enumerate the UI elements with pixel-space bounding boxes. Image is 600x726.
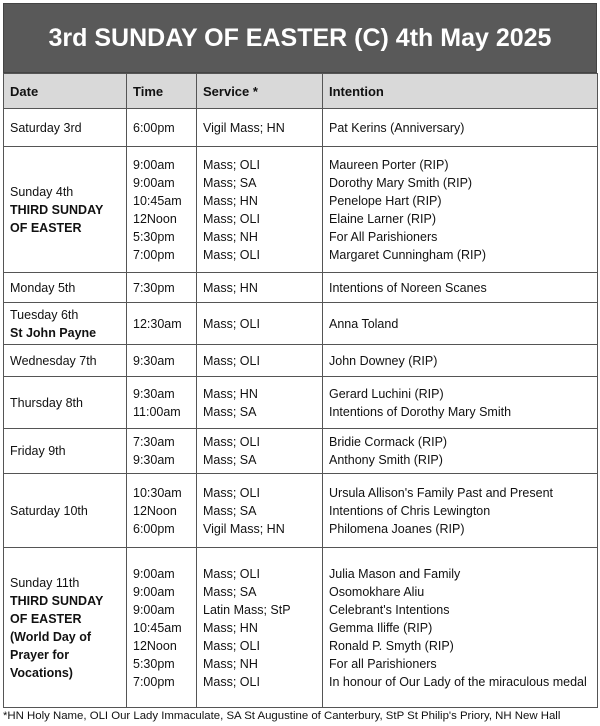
services-line: Mass; OLI bbox=[203, 211, 260, 226]
date-bold-line: St John Payne bbox=[10, 325, 97, 340]
intentions-line: For all Parishioners bbox=[329, 656, 437, 671]
header-row bbox=[4, 74, 598, 109]
date-bold-line: Prayer for bbox=[10, 647, 70, 662]
services-line: Mass; OLI bbox=[203, 353, 260, 368]
intentions-line: Ursula Allison's Family Past and Present bbox=[329, 485, 554, 500]
times-line: 9:00am bbox=[133, 175, 175, 190]
date-bold-line: THIRD SUNDAY bbox=[10, 593, 104, 608]
date-cell bbox=[4, 429, 127, 474]
time-cell bbox=[127, 377, 197, 429]
date-line: Wednesday 7th bbox=[10, 353, 97, 368]
times-line: 7:00pm bbox=[133, 247, 175, 262]
date-cell bbox=[4, 273, 127, 303]
intention-cell bbox=[323, 303, 598, 345]
date-cell bbox=[4, 377, 127, 429]
times-line: 9:00am bbox=[133, 566, 175, 581]
service-cell bbox=[197, 345, 323, 377]
intention-cell bbox=[323, 429, 598, 474]
times-line: 12Noon bbox=[133, 211, 177, 226]
table-row bbox=[4, 303, 598, 345]
services-line: Mass; HN bbox=[203, 386, 258, 401]
table-row bbox=[4, 147, 598, 273]
schedule-body bbox=[4, 109, 598, 708]
footnote: *HN Holy Name, OLI Our Lady Immaculate, SA St Augustine of Canterbury, StP St Philip's Priory, NH New Hall bbox=[3, 710, 561, 722]
services-line: Latin Mass; StP bbox=[203, 602, 291, 617]
times-line: 5:30pm bbox=[133, 656, 175, 671]
intention-cell bbox=[323, 377, 598, 429]
date-bold-line: OF EASTER bbox=[10, 611, 82, 626]
times-line: 5:30pm bbox=[133, 229, 175, 244]
intentions-line: Margaret Cunningham (RIP) bbox=[329, 247, 487, 262]
intentions-line: John Downey (RIP) bbox=[329, 353, 438, 368]
times-line: 12:30am bbox=[133, 316, 182, 331]
intentions-line: Anna Toland bbox=[329, 316, 399, 331]
intentions-line: Maureen Porter (RIP) bbox=[329, 157, 449, 172]
time-cell bbox=[127, 548, 197, 708]
services-line: Mass; OLI bbox=[203, 485, 260, 500]
date-bold-line: Vocations) bbox=[10, 665, 73, 680]
times-line: 10:30am bbox=[133, 485, 182, 500]
times-line: 10:45am bbox=[133, 620, 182, 635]
services-line: Vigil Mass; HN bbox=[203, 521, 285, 536]
services-line: Mass; OLI bbox=[203, 566, 260, 581]
intentions-line: Celebrant's Intentions bbox=[329, 602, 450, 617]
time-cell bbox=[127, 429, 197, 474]
date-cell bbox=[4, 345, 127, 377]
service-cell bbox=[197, 548, 323, 708]
intentions-line: Ronald P. Smyth (RIP) bbox=[329, 638, 454, 653]
intentions-line: For All Parishioners bbox=[329, 229, 438, 244]
times-line: 10:45am bbox=[133, 193, 182, 208]
date-line: Monday 5th bbox=[10, 280, 76, 295]
services-line: Mass; OLI bbox=[203, 157, 260, 172]
intention-cell bbox=[323, 548, 598, 708]
date-cell bbox=[4, 147, 127, 273]
services-line: Mass; SA bbox=[203, 453, 257, 467]
date-cell bbox=[4, 474, 127, 548]
intentions-line: Gerard Luchini (RIP) bbox=[329, 386, 444, 401]
table-row bbox=[4, 109, 598, 147]
services-line: Vigil Mass; HN bbox=[203, 120, 285, 135]
service-cell bbox=[197, 109, 323, 147]
times-line: 6:00pm bbox=[133, 120, 175, 135]
times-line: 9:00am bbox=[133, 584, 175, 599]
intentions-line: Gemma Iliffe (RIP) bbox=[329, 620, 433, 635]
service-cell bbox=[197, 377, 323, 429]
services-line: Mass; NH bbox=[203, 656, 258, 671]
service-cell bbox=[197, 474, 323, 548]
services-line: Mass; OLI bbox=[203, 435, 260, 449]
table-row bbox=[4, 548, 598, 708]
table-row bbox=[4, 345, 598, 377]
intentions-line: Intentions of Chris Lewington bbox=[329, 503, 491, 518]
intentions-line: Dorothy Mary Smith (RIP) bbox=[329, 175, 473, 190]
mass-schedule bbox=[3, 3, 597, 708]
times-line: 12Noon bbox=[133, 503, 177, 518]
intentions-line: Intentions of Noreen Scanes bbox=[329, 280, 487, 295]
intention-cell bbox=[323, 109, 598, 147]
time-cell bbox=[127, 345, 197, 377]
date-cell bbox=[4, 303, 127, 345]
date-bold-line: (World Day of bbox=[10, 629, 92, 644]
intentions-line: Intentions of Dorothy Mary Smith bbox=[329, 404, 512, 419]
times-line: 12Noon bbox=[133, 638, 177, 653]
times-line: 11:00am bbox=[133, 404, 181, 419]
table-row bbox=[4, 273, 598, 303]
page-title: 3rd SUNDAY OF EASTER (C) 4th May 2025 bbox=[3, 3, 597, 73]
time-cell bbox=[127, 303, 197, 345]
date-line: Sunday 11th bbox=[10, 575, 80, 590]
time-cell bbox=[127, 147, 197, 273]
intention-cell bbox=[323, 147, 598, 273]
header-intention: Intention bbox=[323, 74, 598, 109]
services-line: Mass; OLI bbox=[203, 247, 260, 262]
time-cell bbox=[127, 109, 197, 147]
date-cell bbox=[4, 548, 127, 708]
times-line: 9:00am bbox=[133, 602, 175, 617]
service-cell bbox=[197, 429, 323, 474]
table-row bbox=[4, 474, 598, 548]
date-bold-line: THIRD SUNDAY bbox=[10, 202, 104, 217]
intentions-line: In honour of Our Lady of the miraculous medal bbox=[329, 674, 587, 689]
date-line: Thursday 8th bbox=[10, 395, 83, 410]
services-line: Mass; HN bbox=[203, 620, 258, 635]
date-line: Tuesday 6th bbox=[10, 307, 79, 322]
services-line: Mass; HN bbox=[203, 193, 258, 208]
date-line: Friday 9th bbox=[10, 444, 66, 458]
intentions-line: Penelope Hart (RIP) bbox=[329, 193, 442, 208]
services-line: Mass; SA bbox=[203, 503, 257, 518]
intention-cell bbox=[323, 273, 598, 303]
time-cell bbox=[127, 273, 197, 303]
times-line: 9:30am bbox=[133, 386, 175, 401]
intention-cell bbox=[323, 345, 598, 377]
services-line: Mass; NH bbox=[203, 229, 258, 244]
times-line: 9:30am bbox=[133, 453, 175, 467]
times-line: 9:30am bbox=[133, 353, 175, 368]
services-line: Mass; SA bbox=[203, 175, 257, 190]
intentions-line: Elaine Larner (RIP) bbox=[329, 211, 436, 226]
times-line: 6:00pm bbox=[133, 521, 175, 536]
header-date: Date bbox=[4, 74, 127, 109]
intentions-line: Anthony Smith (RIP) bbox=[329, 453, 443, 467]
service-cell bbox=[197, 303, 323, 345]
services-line: Mass; SA bbox=[203, 404, 257, 419]
intention-cell bbox=[323, 474, 598, 548]
intentions-line: Pat Kerins (Anniversary) bbox=[329, 120, 465, 135]
service-cell bbox=[197, 273, 323, 303]
services-line: Mass; OLI bbox=[203, 316, 260, 331]
intentions-line: Bridie Cormack (RIP) bbox=[329, 435, 448, 449]
services-line: Mass; SA bbox=[203, 584, 257, 599]
services-line: Mass; HN bbox=[203, 280, 258, 295]
times-line: 9:00am bbox=[133, 157, 175, 172]
schedule-table bbox=[3, 73, 598, 708]
intentions-line: Osomokhare Aliu bbox=[329, 584, 425, 599]
services-line: Mass; OLI bbox=[203, 674, 260, 689]
date-bold-line: OF EASTER bbox=[10, 220, 82, 235]
times-line: 7:00pm bbox=[133, 674, 175, 689]
date-line: Sunday 4th bbox=[10, 184, 74, 199]
table-row bbox=[4, 377, 598, 429]
times-line: 7:30pm bbox=[133, 280, 175, 295]
intentions-line: Philomena Joanes (RIP) bbox=[329, 521, 465, 536]
header-service: Service * bbox=[197, 74, 323, 109]
times-line: 7:30am bbox=[133, 435, 175, 449]
date-cell bbox=[4, 109, 127, 147]
date-line: Saturday 10th bbox=[10, 503, 88, 518]
time-cell bbox=[127, 474, 197, 548]
table-row bbox=[4, 429, 598, 474]
service-cell bbox=[197, 147, 323, 273]
header-time: Time bbox=[127, 74, 197, 109]
services-line: Mass; OLI bbox=[203, 638, 260, 653]
intentions-line: Julia Mason and Family bbox=[329, 566, 461, 581]
date-line: Saturday 3rd bbox=[10, 120, 82, 135]
